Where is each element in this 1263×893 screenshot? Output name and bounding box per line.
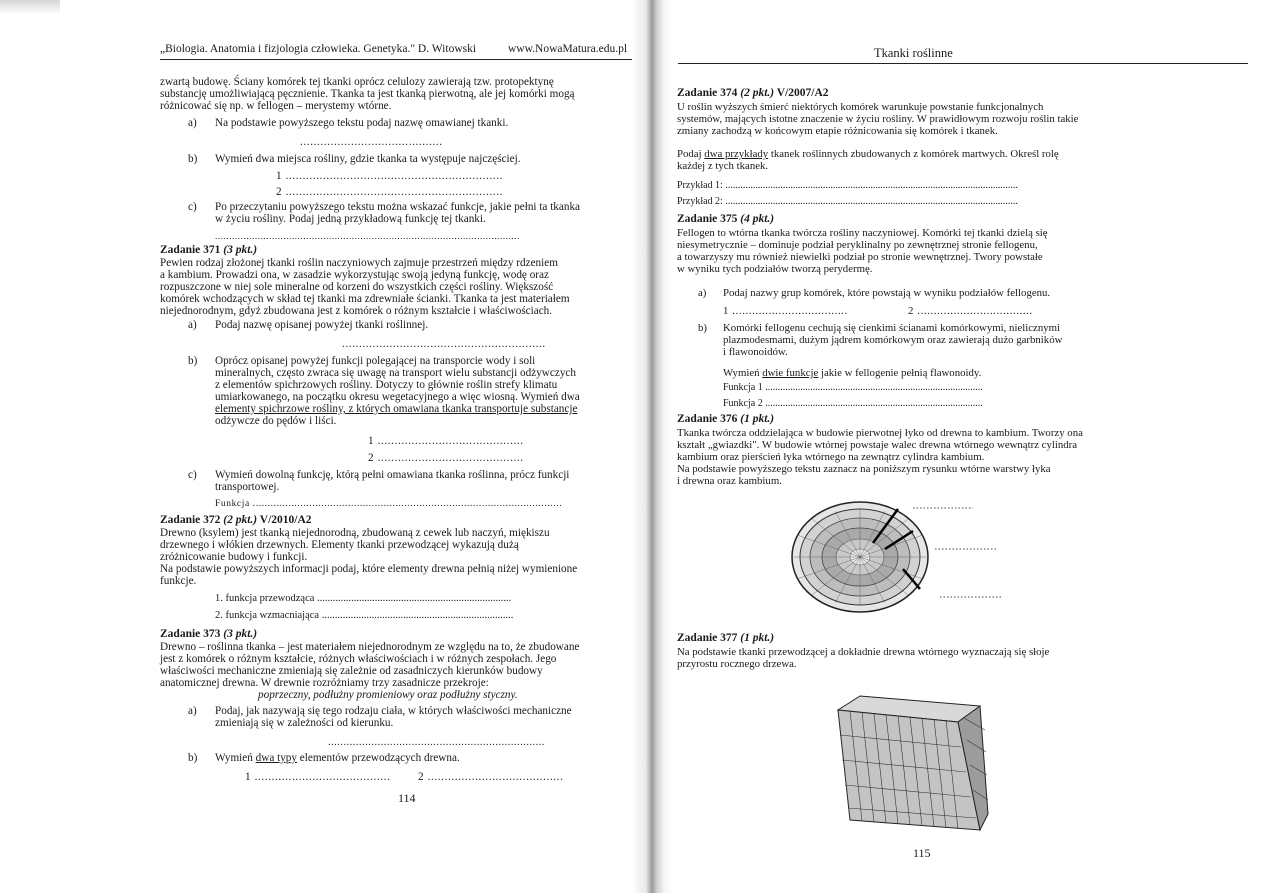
task-377-text: przyrostu rocznego drzewa. xyxy=(677,658,797,670)
z375-b-q-post: jakie w fellogenie pełnią flawonoidy. xyxy=(818,367,982,379)
task-372-text: drzewnego i włókien drzewnych. Elementy tkanki przewodzącej wykazują dużą xyxy=(160,539,519,551)
task-371-text: niejednorodnym, gdyż zbudowana jest z komórek o różnym kształcie i właściwościach. xyxy=(160,305,553,317)
z373-b-answer-1[interactable]: 1 ........................................ xyxy=(245,771,391,783)
task-376-text: Na podstawie powyższego tekstu zaznacz na poniższym rysunku wtórne warstwy łyka xyxy=(677,463,1051,475)
z371-b-text: z elementów spichrzowych rośliny. Dotyczy to głównie roślin strefy klimatu xyxy=(215,379,558,391)
task-title: Zadanie 376 xyxy=(677,413,738,425)
z371-b-answer-2[interactable]: 2 ........................................... xyxy=(368,452,524,464)
left-header-rule xyxy=(160,59,636,60)
task-374-text: systemów, mających istotne znaczenie w życiu rośliny. W prawidłowym rozwoju roślin takie xyxy=(677,113,1079,125)
z371-a-answer-dots[interactable]: ............................................................ xyxy=(342,338,546,350)
z374-q-pre: Podaj xyxy=(677,148,705,160)
right-header-title: Tkanki roślinne xyxy=(874,46,953,60)
q-a-label: a) xyxy=(188,117,197,129)
task-points: (3 pkt.) xyxy=(223,244,258,256)
wood-block xyxy=(838,696,988,830)
z371-c-text: Wymień dowolną funkcję, którą pełni omawiana tkanka roślinna, prócz funkcji xyxy=(215,469,570,481)
z374-q-post: tkanek roślinnych zbudowanych z komórek martwych. Określ rolę xyxy=(768,148,1059,160)
z371-b-text: mineralnych, często zwraca się uwagę na transport wielu substancji odżywczych xyxy=(215,367,576,379)
z375-a-answer-1[interactable]: 1 ................................... xyxy=(723,305,848,317)
task-points: (1 pkt.) xyxy=(740,413,775,425)
task-code: V/2007/A2 xyxy=(776,87,829,99)
z375-a-answer-2[interactable]: 2 ................................... xyxy=(908,305,1033,317)
task-code: V/2010/A2 xyxy=(259,514,312,526)
task-372-text: funkcje. xyxy=(160,575,197,587)
z375-b-funkcja-1[interactable]: Funkcja 1 ....................................................................................... xyxy=(723,382,983,393)
left-header-url: www.NowaMatura.edu.pl xyxy=(508,43,628,55)
task-375-heading xyxy=(677,213,774,225)
z375-b-funkcja-2[interactable]: Funkcja 2 ....................................................................................... xyxy=(723,398,983,409)
task-title: Zadanie 374 xyxy=(677,87,738,99)
z371-b-text: Oprócz opisanej powyżej funkcji polegającej na transporcie wody i soli xyxy=(215,355,536,367)
z371-b-label: b) xyxy=(188,355,198,367)
z373-b-underlined: dwa typy xyxy=(255,752,297,764)
task-376-text: Tkanka twórcza oddzielająca w budowie pierwotnej łyko od drewna to kambium. Tworzy ona xyxy=(677,427,1083,439)
z375-b-text: plazmodesmami, dużym jądrem komórkowym oraz zawierają dużo garbników xyxy=(723,334,1063,346)
task-372-heading xyxy=(160,514,312,526)
z375-b-q-underlined: dwie funkcje xyxy=(762,367,819,379)
z374-przyklad-2[interactable]: Przykład 2: ..................................................................................................................... xyxy=(677,196,1018,207)
q-c-label: c) xyxy=(188,201,197,213)
task-372-text: Drewno (ksylem) jest tkanką niejednorodną, zbudowaną z cewek lub naczyń, miękiszu xyxy=(160,527,550,539)
z373-b-label: b) xyxy=(188,752,198,764)
z374-przyklad-1[interactable]: Przykład 1: ..................................................................................................................... xyxy=(677,180,1018,191)
task-373-text: jest z komórek o różnym kształcie, różnych właściwościach i w różnych zespołach. Jego xyxy=(160,653,557,665)
z372-funkcja-1[interactable]: 1. funkcja przewodząca .......................................................................... xyxy=(215,593,512,604)
q-b-answer-1[interactable]: 1 ................................................................ xyxy=(276,170,503,182)
task-title: Zadanie 371 xyxy=(160,244,221,256)
task-371-text: rozpuszczone w niej sole mineralne od korzeni do wszystkich części rośliny. Większość xyxy=(160,281,554,293)
task-371-text: Pewien rodzaj złożonej tkanki roślin naczyniowych zajmuje przestrzeń między rdzeniem xyxy=(160,257,558,269)
z371-c-text: transportowej. xyxy=(215,481,280,493)
task-376-heading xyxy=(677,413,774,425)
z371-a-text: Podaj nazwę opisanej powyżej tkanki roślinnej. xyxy=(215,319,429,331)
stem-cross-section xyxy=(792,502,928,612)
task-372-text: Na podstawie powyższych informacji podaj, które elementy drewna pełnią niżej wymienione xyxy=(160,563,578,575)
z373-b-pre: Wymień xyxy=(215,752,256,764)
z373-b-answer-2[interactable]: 2 ........................................ xyxy=(418,771,564,783)
task-375-text: niesymetrycznie – dominuje podział peryklinalny po zewnętrznej stronie fellogenu, xyxy=(677,239,1038,251)
task-373-text: anatomicznej drewna. W drewnie rozróżniamy trzy zasadnicze przekroje: xyxy=(160,677,489,689)
z371-c-funkcja[interactable]: Funkcja ........................................................................................................ xyxy=(215,499,563,509)
task-375-text: Fellogen to wtórna tkanka twórcza rośliny naczyniowej. Komórki tej tkanki dzielą się xyxy=(677,227,1048,239)
z375-b-label: b) xyxy=(698,322,707,334)
task-376-text: i drewna oraz kambium. xyxy=(677,475,782,487)
z371-c-label: c) xyxy=(188,469,197,481)
q-a-answer-dots[interactable]: .......................................... xyxy=(300,136,443,148)
task-points: (2 pkt.) xyxy=(223,514,258,526)
q-c-text: Po przeczytaniu powyższego tekstu można wskazać funkcje, jakie pełni ta tkanka xyxy=(215,201,581,213)
q-b-label: b) xyxy=(188,153,198,165)
z373-b-text xyxy=(215,752,460,764)
task-374-text: U roślin wyższych śmierć niektórych komórek warunkuje powstanie funkcjonalnych xyxy=(677,101,1044,113)
task-points: (2 pkt.) xyxy=(740,87,775,99)
z375-b-question xyxy=(723,367,981,379)
task-points: (3 pkt.) xyxy=(223,628,258,640)
right-page xyxy=(660,0,1263,893)
task-points: (1 pkt.) xyxy=(740,632,775,644)
task-377-heading xyxy=(677,632,774,644)
z371-a-label: a) xyxy=(188,319,197,331)
z371-b-answer-1[interactable]: 1 ........................................... xyxy=(368,435,524,447)
task-points: (4 pkt.) xyxy=(740,213,775,225)
z372-funkcja-2[interactable]: 2. funkcja wzmacniająca ......................................................................... xyxy=(215,610,514,621)
right-page-number: 115 xyxy=(913,846,931,860)
task-title: Zadanie 372 xyxy=(160,514,221,526)
task-title: Zadanie 375 xyxy=(677,213,738,225)
task-373-text: właściwości mechaniczne zmieniają się zależnie od zasadniczych kierunków budowy xyxy=(160,665,543,677)
z371-b-text: umiarkowanego, na początku okresu wegetacyjnego a więc wiosną. Wymień dwa xyxy=(215,391,580,403)
task-373-text: Drewno – roślinna tkanka – jest materiałem niejednorodnym ze względu na to, że zbudowane xyxy=(160,641,580,653)
task-377-text: Na podstawie tkanki przewodzącej a dokładnie drewna wtórnego wyznaczają się słoje xyxy=(677,646,1050,658)
task-title: Zadanie 373 xyxy=(160,628,221,640)
task-374-question: każdej z tych tkanek. xyxy=(677,160,769,172)
q-b-answer-2[interactable]: 2 ................................................................ xyxy=(276,186,503,198)
z373-a-label: a) xyxy=(188,705,197,717)
q-b-text: Wymień dwa miejsca rośliny, gdzie tkanka ta występuje najczęściej. xyxy=(215,153,521,165)
task-373-heading xyxy=(160,628,257,640)
z375-b-q-pre: Wymień xyxy=(723,367,763,379)
task-371-text: a kambium. Prowadzi ona, w zasadzie wykorzystując swoją jedyną funkcję, wodę oraz xyxy=(160,269,549,281)
task-title: Zadanie 377 xyxy=(677,632,738,644)
right-header-rule xyxy=(678,63,1248,64)
task-374-heading xyxy=(677,87,829,99)
wood-block-figure xyxy=(830,690,990,840)
q-a-text: Na podstawie powyższego tekstu podaj nazwę omawianej tkanki. xyxy=(215,117,509,129)
q-c-text: w życiu rośliny. Podaj jedną przykładową funkcję tej tkanki. xyxy=(215,213,486,225)
task-375-text: w wyniku tych podziałów tworzą perydermę. xyxy=(677,263,873,275)
z371-b-text: odżywcze do pędów i liści. xyxy=(215,415,337,427)
task-371-text: komórek wchodzących w skład tej tkanki ma zdrewniałe ścianki. Tkanka ta jest materiałem xyxy=(160,293,570,305)
z375-b-text: i flawonoidów. xyxy=(723,346,788,358)
left-page-number: 114 xyxy=(398,791,416,805)
z373-a-text: zmieniają się w zależności od kierunku. xyxy=(215,717,394,729)
z373-b-post: elementów przewodzących drewna. xyxy=(296,752,460,764)
z375-a-label: a) xyxy=(698,287,707,299)
z373-a-answer-dots[interactable]: ...................................................................... xyxy=(328,737,545,748)
task-374-text: zmiany zachodzą w końcowym etapie różnicowania się komórek i tkanek. xyxy=(677,125,998,137)
task-376-text: kształt „gwiazdki". W budowie wtórnej powstaje walec drewna wtórnego wewnątrz cylindra xyxy=(677,439,1078,451)
intro-line: substancję umożliwiającą pęcznienie. Tkanka ta jest tkanką pierwotną, ale jej komórki mogą xyxy=(160,88,575,100)
z371-b-text: elementy spichrzowe rośliny, z których omawiana tkanka transportuje substancje xyxy=(215,403,578,415)
task-376-text: kambium oraz pierścień łyka wtórnego na zewnątrz cylindra kambium. xyxy=(677,451,985,463)
intro-line: różnicować się np. w fellogen – merystemy wtórne. xyxy=(160,100,392,112)
z373-a-text: Podaj, jak nazywają się tego rodzaju ciała, w których właściwości mechaniczne xyxy=(215,705,572,717)
task-373-sections: poprzeczny, podłużny promieniowy oraz podłużny styczny. xyxy=(258,689,518,701)
z375-a-text: Podaj nazwy grup komórek, które powstają w wyniku podziałów fellogenu. xyxy=(723,287,1051,299)
left-header-title: „Biologia. Anatomia i fizjologia człowieka. Genetyka." D. Witowski xyxy=(160,43,477,55)
task-371-heading xyxy=(160,244,257,256)
z374-q-underlined: dwa przykłady xyxy=(704,148,769,160)
z375-b-text: Komórki fellogenu cechują się cienkimi ścianami komórkowymi, nielicznymi xyxy=(723,322,1061,334)
intro-line: zwartą budowę. Ściany komórek tej tkanki oprócz celulozy zawierają tzw. protopektynę xyxy=(160,76,554,88)
task-374-question xyxy=(677,148,1059,160)
task-372-text: zróżnicowanie budowy i funkcji. xyxy=(160,551,308,563)
q-c-answer-dots[interactable]: ........................................................................................................... xyxy=(215,231,520,241)
task-375-text: a towarzyszy mu również niewielki podział po stronie wewnętrznej. Twory powstałe xyxy=(677,251,1043,263)
stem-cross-section-figure xyxy=(785,497,1045,622)
